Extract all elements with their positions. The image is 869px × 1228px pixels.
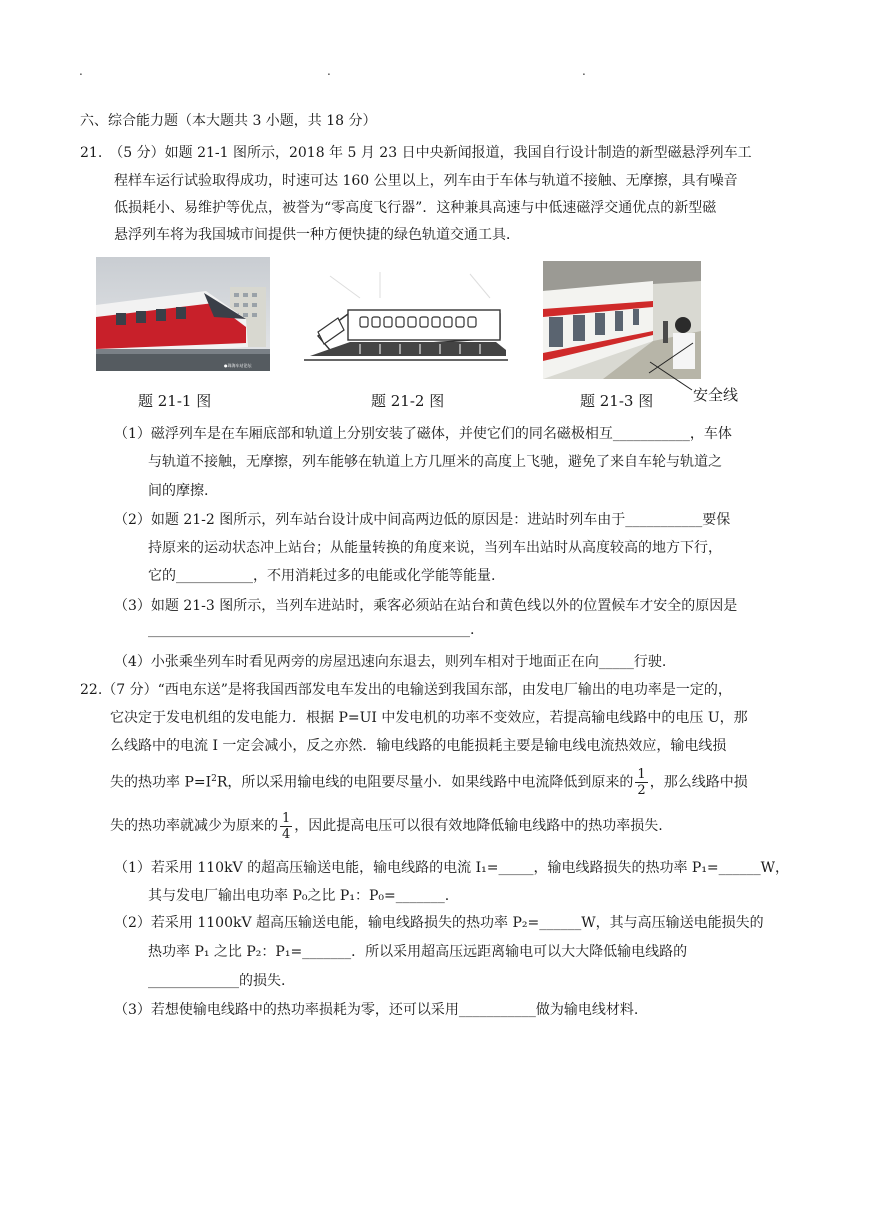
figure-21-1-watermark: ●珠海车站论坛: [224, 363, 252, 368]
q22-sub2-line: 热功率 P₁ 之比 P₂：P₁=_______．所以采用超高压远距离输电可以大大降低输电线路的: [148, 944, 688, 960]
figure-21-2-caption: 题 21-2 图: [371, 392, 445, 410]
q21-sub1-line: 间的摩擦.: [148, 483, 209, 499]
q22-intro-line-fraction: [110, 763, 748, 799]
q22-line5-text: ，因此提高电压可以很有效地降低输电线路中的热功率损失.: [294, 818, 663, 834]
header-dot: .: [327, 64, 331, 78]
q22-line5-text: 失的热功率就减少为原来的: [110, 818, 278, 834]
q21-sub4-line: （4）小张乘坐列车时看见两旁的房屋迅速向东退去，则列车相对于地面正在向_____行驶.: [114, 654, 667, 670]
q21-sub2-line: 持原来的运动状态冲上站台；从能量转换的角度来说，当列车出站时从高度较高的地方下行，: [148, 540, 722, 556]
q22-sub1-line: （1）若采用 110kV 的超高压输送电能，输电线路的电流 I₁=_____，输电线路损失的热功率 P₁=______W，: [114, 860, 790, 876]
q22-intro-line-fraction: [110, 810, 663, 842]
q22-sub2-line: （2）若采用 1100kV 超高压输送电能，输电线路损失的热功率 P₂=______W，其与高压输送电能损失的: [114, 915, 764, 931]
q22-sub1-line: 其与发电厂输出电功率 P₀之比 P₁：P₀=_______.: [148, 888, 450, 904]
fraction-one-quarter: [280, 811, 292, 842]
q22-line4-text: ，那么线路中损: [649, 774, 748, 791]
fraction-numerator: 1: [637, 767, 646, 783]
header-dot: .: [79, 64, 83, 78]
header-dot: .: [582, 64, 586, 78]
q22-intro-line: 22.（7 分）“西电东送”是将我国西部发电车发出的电输送到我国东部，由发电厂输出的电功率是一定的，: [80, 682, 732, 698]
q22-intro-line: 么线路中的电流 I 一定会减小，反之亦然．输电线路的电能损耗主要是输电线电流热效应，输电线损: [110, 738, 727, 754]
figure-21-1-train-photo: [96, 257, 270, 371]
q22-sub2-line: _____________的损失.: [148, 973, 286, 989]
q21-sub2-line: 它的___________，不用消耗过多的电能或化学能等能量.: [148, 568, 496, 584]
q21-sub2-line: （2）如题 21-2 图所示，列车站台设计成中间高两边低的原因是：进站时列车由于___________要保: [114, 512, 731, 528]
figure-21-1-caption: 题 21-1 图: [138, 392, 212, 410]
fraction-one-half: [635, 767, 647, 798]
q21-sub1-line: （1）磁浮列车是在车厢底部和轨道上分别安装了磁体，并使它们的同名磁极相互___________，车体: [114, 426, 732, 442]
superscript-2: 2: [211, 774, 217, 784]
figure-21-3-label: 安全线: [693, 386, 739, 404]
q21-intro-line: 程样车运行试验取得成功，时速可达 160 公里以上，列车由于车体与轨道不接触、无摩擦，具有噪音: [114, 173, 738, 189]
section-title: 六、综合能力题（本大题共 3 小题，共 18 分）: [80, 113, 377, 129]
q22-line4-text: 失的热功率 P=I: [110, 774, 212, 791]
q21-sub3-line: ______________________________________________.: [148, 622, 475, 638]
q21-intro-line: 低损耗小、易维护等优点，被誉为“零高度飞行器”．这种兼具高速与中低速磁浮交通优点的新型磁: [114, 200, 717, 216]
q22-intro-line: 它决定于发电机组的发电能力．根据 P=UI 中发电机的功率不变效应，若提高输电线路中的电压 U，那: [110, 710, 748, 726]
q21-sub3-line: （3）如题 21-3 图所示，当列车进站时，乘客必须站在站台和黄色线以外的位置候车才安全的原因是: [114, 598, 738, 614]
q21-intro-line: 悬浮列车将为我国城市间提供一种方便快捷的绿色轨道交通工具．: [114, 227, 520, 243]
q22-line4-text: R，所以采用输电线的电阻要尽量小．如果线路中电流降低到原来的: [216, 774, 634, 791]
figure-21-3-caption: 题 21-3 图: [580, 392, 654, 410]
fraction-denominator: 4: [282, 826, 291, 842]
fraction-numerator: 1: [282, 810, 291, 826]
fraction-denominator: 2: [637, 783, 646, 799]
q22-sub3-line: （3）若想使输电线路中的热功率损耗为零，还可以采用___________做为输电线材料.: [114, 1002, 639, 1018]
figure-21-2-platform-diagram: [300, 268, 512, 366]
q21-sub1-line: 与轨道不接触，无摩擦，列车能够在轨道上方几厘米的高度上飞驰，避免了来自车轮与轨道之: [148, 454, 722, 470]
q21-intro-line: 21. （5 分）如题 21-1 图所示，2018 年 5 月 23 日中央新闻报道，我国自行设计制造的新型磁悬浮列车工: [80, 145, 752, 161]
safety-line-leader: [648, 360, 698, 396]
